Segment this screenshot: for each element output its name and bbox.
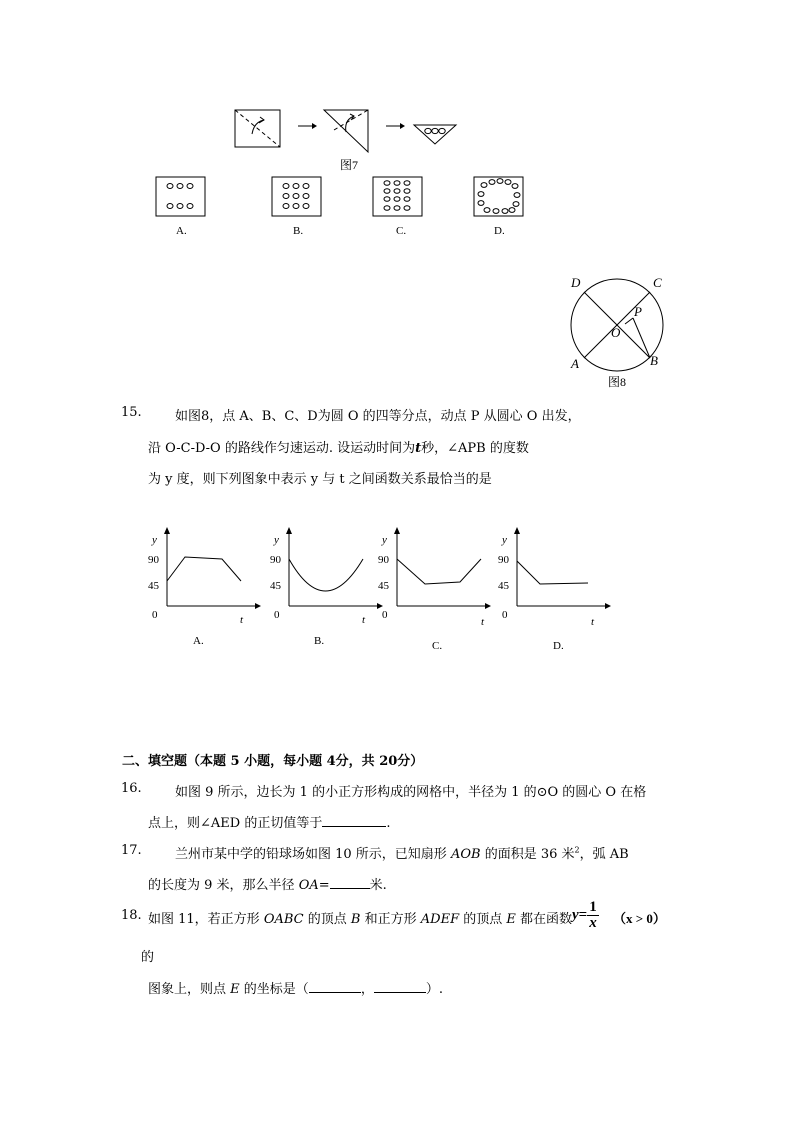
graph-b-45: 45 <box>270 580 281 592</box>
option-a-pattern <box>155 176 207 218</box>
graph-a-90: 90 <box>148 554 159 566</box>
graph-b-90: 90 <box>270 554 281 566</box>
q18-line1: 如图 11，若正方形 OABC 的顶点 B 和正方形 ADEF 的顶点 E 都在函数 <box>148 912 573 927</box>
q16-number: 16. <box>121 781 142 796</box>
graph-a-curve <box>167 557 241 581</box>
graph-a-label: A. <box>193 635 204 647</box>
q16-answer-blank[interactable] <box>322 814 386 827</box>
q17-answer-blank[interactable] <box>330 876 370 889</box>
graph-d-curve <box>517 561 588 584</box>
q17-line2: 的长度为 9 米，那么半径 OA= 米. <box>148 878 387 893</box>
option-a-label: A. <box>176 225 187 237</box>
segment-ap <box>625 318 633 324</box>
q18-line3: 图象上，则点 E 的坐标是（ ， ）. <box>148 982 443 997</box>
q15-line3: 为 y 度，则下列图象中表示 y 与 t 之间函数关系最恰当的是 <box>148 472 492 487</box>
graph-b-curve <box>289 559 363 591</box>
q16-line2: 点上，则∠AED 的正切值等于 . <box>148 816 391 831</box>
option-b-pattern <box>271 176 323 218</box>
fold-arrow-1 <box>252 120 264 134</box>
q15-number: 15. <box>121 405 142 420</box>
graph-d-label: D. <box>553 640 564 652</box>
graph-b-label: B. <box>314 635 325 647</box>
section-2-heading: 二、填空题（本题 5 小题，每小题 4分，共 20分） <box>122 754 424 769</box>
figure-8-caption: 图8 <box>608 375 627 389</box>
q18-line2: 的 <box>141 950 155 965</box>
graph-d-y: y <box>502 534 507 546</box>
figure-7-fold-diagram <box>226 104 476 156</box>
point-c-label: C <box>653 275 662 290</box>
q17-line1: 兰州市某中学的铅球场如图 10 所示，已知扇形 AOB 的面积是 36 米$^2$，弧 AB <box>175 845 629 862</box>
point-p-label: P <box>634 304 642 319</box>
graph-d-90: 90 <box>498 554 509 566</box>
option-d-label: D. <box>494 225 505 237</box>
graph-c-t: t <box>481 616 485 628</box>
graph-a <box>145 523 265 628</box>
graph-b-0: 0 <box>274 609 280 621</box>
segment-pb <box>633 318 650 358</box>
figure-8-circle <box>565 270 675 390</box>
graph-c <box>375 523 495 628</box>
graph-b <box>267 523 387 628</box>
graph-c-y: y <box>382 534 387 546</box>
graph-a-0: 0 <box>152 609 158 621</box>
graph-a-y: y <box>152 534 157 546</box>
graph-d-45: 45 <box>498 580 509 592</box>
graph-b-y: y <box>274 534 279 546</box>
option-b-label: B. <box>293 225 304 237</box>
graph-a-45: 45 <box>148 580 159 592</box>
q18-answer-blank-x[interactable] <box>309 980 361 993</box>
graph-b-t: t <box>362 614 366 626</box>
point-o-label: O <box>611 325 621 340</box>
q18-answer-blank-y[interactable] <box>374 980 426 993</box>
point-d-label: D <box>571 275 581 290</box>
q18-function: y= $\frac{1}{x}$ <box>572 899 597 931</box>
graph-c-label: C. <box>432 640 443 652</box>
graph-c-0: 0 <box>382 609 388 621</box>
option-c-pattern <box>372 176 424 218</box>
folded-triangle-holes <box>414 125 456 144</box>
q15-line1: 如图8，点 A、B、C、D为圆 O 的四等分点，动点 P 从圆心 O 出发， <box>175 409 581 424</box>
figure-7-caption: 图7 <box>340 158 359 172</box>
q18-number: 18. <box>121 908 142 923</box>
graph-d <box>495 523 615 628</box>
option-c-label: C. <box>396 225 407 237</box>
fold-diagonal <box>235 110 280 147</box>
q17-number: 17. <box>121 843 142 858</box>
graph-c-curve <box>397 559 481 584</box>
point-a-label: A <box>571 356 579 371</box>
graph-c-90: 90 <box>378 554 389 566</box>
q15-line2: 沿 O-C-D-O 的路线作匀速运动. 设运动时间为t秒，∠APB 的度数 <box>148 441 529 456</box>
graph-d-t: t <box>591 616 595 628</box>
option-d-pattern <box>473 176 525 218</box>
point-b-label: B <box>650 353 658 368</box>
q18-condition: （x > 0） <box>613 911 666 926</box>
graph-c-45: 45 <box>378 580 389 592</box>
q16-line1: 如图 9 所示，边长为 1 的小正方形构成的网格中，半径为 1 的⊙O 的圆心 O 在格 <box>175 785 647 800</box>
graph-a-t: t <box>240 614 244 626</box>
graph-d-0: 0 <box>502 609 508 621</box>
